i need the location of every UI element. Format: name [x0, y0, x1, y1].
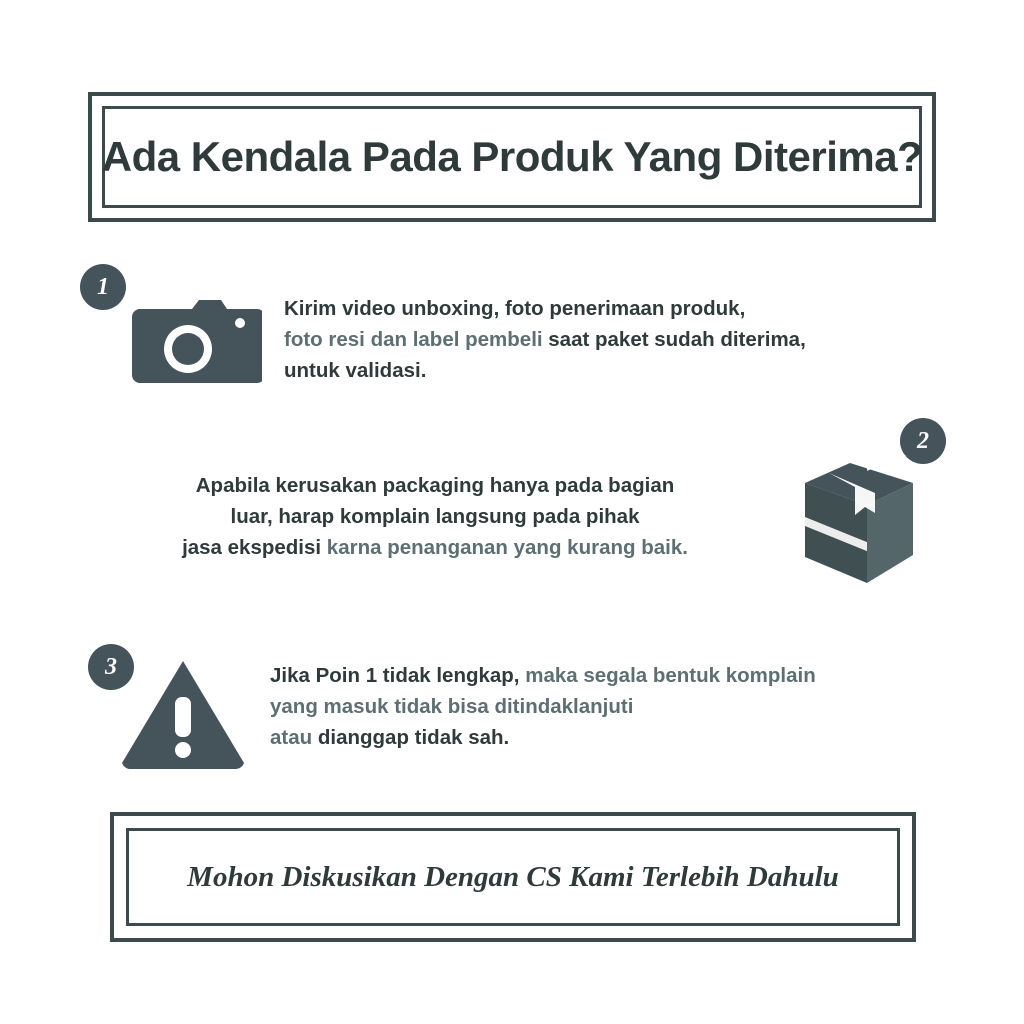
step-2-line-1: Apabila kerusakan packaging hanya pada bagian	[195, 474, 675, 497]
step-badge-3-label: 3	[105, 653, 117, 680]
step-badge-1	[80, 264, 126, 310]
step-3-line-3b: dianggap tidak sah.	[317, 726, 510, 749]
step-badge-1-label: 1	[97, 273, 109, 300]
step-3-line-2: yang masuk tidak bisa ditindaklanjuti	[270, 695, 634, 718]
step-2-line-3a: jasa ekspedisi	[182, 536, 327, 559]
step-3-text	[270, 660, 970, 753]
package-box-icon	[795, 455, 920, 590]
warning-triangle-icon	[118, 655, 248, 770]
camera-icon	[122, 295, 262, 390]
step-3-line-1a: Jika Poin 1 tidak lengkap,	[270, 664, 520, 687]
step-2-text	[100, 470, 770, 563]
step-1-line-3: untuk validasi.	[284, 359, 427, 382]
step-1-line-2a: foto resi dan label pembeli	[284, 328, 549, 351]
step-1-text	[284, 293, 974, 386]
step-2-line-3b: karna penanganan yang kurang baik.	[326, 536, 688, 559]
step-2-line-2: luar, harap komplain langsung pada pihak	[230, 505, 640, 528]
header-banner	[88, 92, 936, 222]
step-badge-2-label: 2	[917, 427, 929, 454]
footer-banner-inner-border	[126, 828, 900, 926]
header-banner-inner-border	[102, 106, 922, 208]
page-title: Ada Kendala Pada Produk Yang Diterima?	[101, 133, 923, 180]
step-1-line-1: Kirim video unboxing, foto penerimaan produk,	[284, 297, 746, 320]
footer-message: Mohon Diskusikan Dengan CS Kami Terlebih Dahulu	[187, 860, 839, 893]
step-3-line-1b: maka segala bentuk komplain	[519, 664, 816, 687]
footer-banner	[110, 812, 916, 942]
step-1-line-2b: saat paket sudah diterima,	[548, 328, 806, 351]
step-3-line-3a: atau	[270, 726, 318, 749]
